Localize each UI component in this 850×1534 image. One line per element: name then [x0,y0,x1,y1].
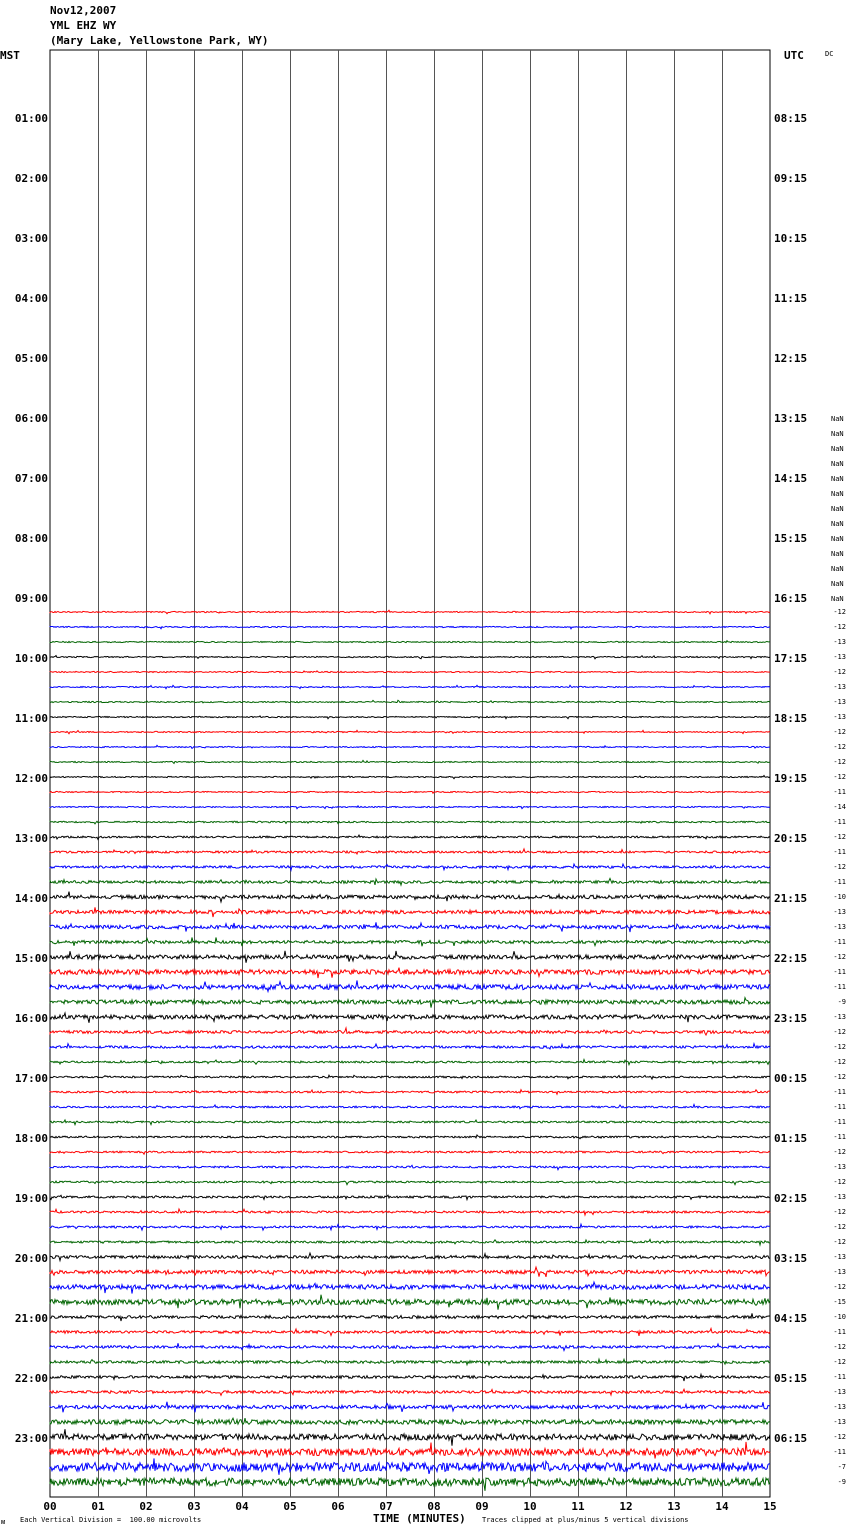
right-hour-label: 09:15 [774,172,808,185]
trace-line [50,1429,770,1446]
trace-offset-label: -13 [833,698,846,706]
trace-line [50,878,770,885]
trace-offset-label: -12 [833,1343,846,1351]
x-tick-label: 05 [283,1500,297,1513]
right-hour-label: 10:15 [774,232,808,245]
nan-row-label: NaN [831,595,844,603]
trace-line [50,968,770,979]
left-hour-label: 07:00 [14,472,48,485]
trace-line [50,1329,770,1336]
nan-row-label: NaN [831,535,844,543]
trace-offset-label: -13 [833,923,846,931]
right-hour-label: 13:15 [774,412,808,425]
right-hour-label: 01:15 [774,1132,808,1145]
left-hour-label: 10:00 [14,652,48,665]
right-hour-label: 15:15 [774,532,808,545]
trace-offset-label: -12 [833,1358,846,1366]
trace-line [50,1075,770,1079]
trace-line [50,1090,770,1095]
right-hour-label: 19:15 [774,772,808,785]
trace-offset-label: -12 [833,1238,846,1246]
right-hour-label: 23:15 [774,1012,808,1025]
trace-offset-label: -15 [833,1298,846,1306]
trace-offset-label: -13 [833,1013,846,1021]
right-hour-label: 14:15 [774,472,808,485]
x-tick-label: 11 [571,1500,585,1513]
x-axis-title: TIME (MINUTES) [373,1512,466,1525]
dc-label: DC [825,50,834,58]
trace-line [50,1313,770,1321]
trace-line [50,1181,770,1185]
trace-offset-label: -10 [833,1313,846,1321]
trace-offset-label: -13 [833,1253,846,1261]
trace-line [50,700,770,703]
right-hour-label: 03:15 [774,1252,808,1265]
trace-offset-label: -11 [833,1118,846,1126]
plot-frame [50,50,770,1497]
right-hour-label: 16:15 [774,592,808,605]
trace-offset-label: -11 [833,1133,846,1141]
trace-offset-label: -12 [833,833,846,841]
x-tick-label: 01 [91,1500,105,1513]
trace-offset-label: -11 [833,1328,846,1336]
trace-offset-label: -12 [833,623,846,631]
trace-line [50,685,770,688]
trace-line [50,907,770,917]
left-timezone-label: MST [0,49,20,62]
right-hour-label: 05:15 [774,1372,808,1385]
corner-mark: ᴍ [1,1518,6,1526]
trace-line [50,1389,770,1395]
trace-line [50,1151,770,1154]
trace-line [50,835,770,839]
trace-offset-label: -11 [833,983,846,991]
left-hour-label: 19:00 [14,1192,48,1205]
trace-line [50,1135,770,1139]
trace-offset-label: -13 [833,1418,846,1426]
nan-row-label: NaN [831,430,844,438]
trace-offset-label: -12 [833,758,846,766]
trace-line [50,1044,770,1049]
x-tick-label: 08 [427,1500,441,1513]
trace-line [50,641,770,643]
trace-offset-label: -9 [837,1478,846,1486]
trace-line [50,745,770,748]
trace-line [50,1359,770,1365]
trace-line [50,1120,770,1125]
trace-offset-label: -11 [833,788,846,796]
nan-row-label: NaN [831,550,844,558]
trace-offset-label: -12 [833,728,846,736]
x-tick-label: 13 [667,1500,681,1513]
nan-row-label: NaN [831,580,844,588]
nan-row-label: NaN [831,490,844,498]
trace-line [50,1028,770,1035]
trace-line [50,1442,770,1459]
right-hour-label: 06:15 [774,1432,808,1445]
trace-line [50,791,770,793]
trace-line [50,626,770,629]
nan-row-label: NaN [831,505,844,513]
trace-offset-label: -12 [833,953,846,961]
left-hour-label: 16:00 [14,1012,48,1025]
trace-offset-label: -12 [833,773,846,781]
trace-line [50,1013,770,1023]
trace-line [50,1458,770,1474]
right-hour-label: 18:15 [774,712,808,725]
left-hour-label: 06:00 [14,412,48,425]
trace-offset-label: -11 [833,878,846,886]
nan-row-label: NaN [831,520,844,528]
nan-row-label: NaN [831,565,844,573]
trace-line [50,776,770,779]
trace-offset-label: -12 [833,1223,846,1231]
left-hour-label: 05:00 [14,352,48,365]
trace-offset-label: -12 [833,1073,846,1081]
left-hour-label: 17:00 [14,1072,48,1085]
trace-line [50,1105,770,1109]
nan-row-label: NaN [831,415,844,423]
right-hour-label: 08:15 [774,112,808,125]
trace-offset-label: -13 [833,908,846,916]
trace-line [50,998,770,1008]
trace-offset-label: -11 [833,848,846,856]
chart-date: Nov12,2007 [50,4,117,17]
x-tick-label: 07 [379,1500,393,1513]
trace-line [50,938,770,947]
x-tick-label: 03 [187,1500,201,1513]
trace-line [50,760,770,763]
nan-row-label: NaN [831,460,844,468]
trace-offset-label: -13 [833,653,846,661]
trace-offset-label: -12 [833,1178,846,1186]
trace-offset-label: -11 [833,938,846,946]
trace-offset-label: -13 [833,713,846,721]
trace-offset-label: -13 [833,1403,846,1411]
trace-line [50,1224,770,1230]
trace-offset-label: -13 [833,1268,846,1276]
trace-line [50,671,770,673]
trace-offset-label: -12 [833,743,846,751]
trace-line [50,1295,770,1310]
right-hour-label: 21:15 [774,892,808,905]
trace-line [50,656,770,659]
trace-offset-label: -12 [833,1148,846,1156]
trace-offset-label: -12 [833,608,846,616]
left-hour-label: 03:00 [14,232,48,245]
trace-line [50,951,770,963]
trace-offset-label: -14 [833,803,846,811]
left-hour-label: 13:00 [14,832,48,845]
right-timezone-label: UTC [784,49,804,62]
trace-line [50,1060,770,1065]
trace-line [50,1267,770,1277]
trace-offset-label: -11 [833,968,846,976]
trace-line [50,1209,770,1215]
trace-line [50,821,770,824]
left-hour-label: 01:00 [14,112,48,125]
trace-offset-label: -12 [833,863,846,871]
right-hour-label: 12:15 [774,352,808,365]
right-hour-label: 11:15 [774,292,808,305]
right-hour-label: 22:15 [774,952,808,965]
trace-line [50,849,770,854]
trace-offset-label: -13 [833,1163,846,1171]
trace-offset-label: -12 [833,1208,846,1216]
trace-offset-label: -12 [833,1283,846,1291]
trace-line [50,1402,770,1413]
right-hour-label: 02:15 [774,1192,808,1205]
nan-row-label: NaN [831,475,844,483]
trace-offset-label: -11 [833,1088,846,1096]
trace-line [50,892,770,902]
station-code: YML EHZ WY [50,19,117,32]
x-tick-label: 04 [235,1500,249,1513]
trace-offset-label: -12 [833,1058,846,1066]
trace-line [50,610,770,614]
trace-line [50,1239,770,1245]
trace-line [50,1253,770,1261]
left-hour-label: 02:00 [14,172,48,185]
x-tick-label: 02 [139,1500,153,1513]
trace-offset-label: -7 [837,1463,846,1471]
trace-line [50,1478,770,1491]
left-hour-label: 12:00 [14,772,48,785]
left-hour-label: 04:00 [14,292,48,305]
trace-offset-label: -12 [833,1028,846,1036]
left-hour-label: 22:00 [14,1372,48,1385]
trace-offset-label: -12 [833,1043,846,1051]
nan-row-label: NaN [831,445,844,453]
trace-line [50,864,770,870]
left-hour-label: 14:00 [14,892,48,905]
trace-offset-label: -13 [833,638,846,646]
trace-offset-label: -10 [833,893,846,901]
trace-offset-label: -11 [833,1448,846,1456]
x-tick-label: 00 [43,1500,57,1513]
x-tick-label: 09 [475,1500,489,1513]
left-hour-label: 09:00 [14,592,48,605]
trace-offset-label: -12 [833,1433,846,1441]
scale-note: Each Vertical Division = 100.00 microvolts [20,1516,202,1524]
trace-line [50,730,770,733]
clip-note: Traces clipped at plus/minus 5 vertical divisions [482,1516,689,1524]
trace-line [50,806,770,809]
trace-line [50,1418,770,1424]
trace-line [50,1374,770,1381]
trace-line [50,980,770,991]
trace-line [50,1165,770,1169]
right-hour-label: 00:15 [774,1072,808,1085]
trace-line [50,922,770,932]
x-tick-label: 10 [523,1500,537,1513]
trace-line [50,1195,770,1199]
trace-line [50,1282,770,1293]
left-hour-label: 11:00 [14,712,48,725]
left-hour-label: 15:00 [14,952,48,965]
x-tick-label: 15 [763,1500,777,1513]
left-hour-label: 23:00 [14,1432,48,1445]
trace-offset-label: -11 [833,818,846,826]
left-hour-label: 21:00 [14,1312,48,1325]
right-hour-label: 20:15 [774,832,808,845]
x-tick-label: 12 [619,1500,633,1513]
trace-offset-label: -11 [833,1373,846,1381]
trace-offset-label: -13 [833,1388,846,1396]
trace-offset-label: -13 [833,1193,846,1201]
right-hour-label: 04:15 [774,1312,808,1325]
x-tick-label: 14 [715,1500,729,1513]
left-hour-label: 18:00 [14,1132,48,1145]
left-hour-label: 20:00 [14,1252,48,1265]
x-tick-label: 06 [331,1500,345,1513]
station-location: (Mary Lake, Yellowstone Park, WY) [50,34,269,47]
left-hour-label: 08:00 [14,532,48,545]
right-hour-label: 17:15 [774,652,808,665]
trace-line [50,716,770,719]
trace-offset-label: -11 [833,1103,846,1111]
trace-line [50,1343,770,1350]
trace-offset-label: -13 [833,683,846,691]
trace-offset-label: -9 [837,998,846,1006]
trace-offset-label: -12 [833,668,846,676]
